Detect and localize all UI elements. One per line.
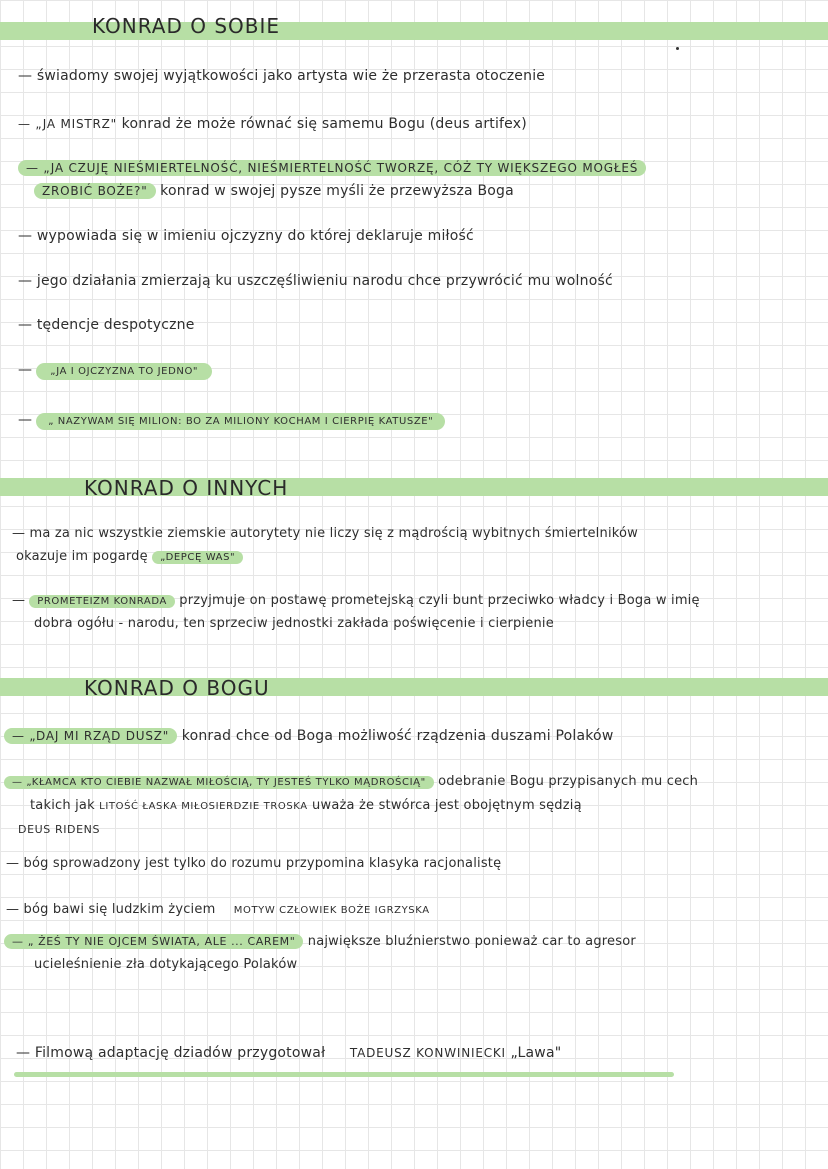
note-line <box>18 116 527 132</box>
note-text: — bóg bawi się ludzkim życiem <box>6 902 220 917</box>
note-text: konrad chce od Boga możliwość rządzenia duszami Polaków <box>177 728 614 744</box>
note-line: — wypowiada się w imieniu ojczyzny do której deklaruje miłość <box>18 228 474 244</box>
note-text: konrad że może równać się samemu Bogu (deus artifex) <box>116 116 527 132</box>
note-line <box>18 160 646 176</box>
keyword-highlight: PROMETEIZM KONRADA <box>29 595 175 608</box>
section-title-innych: KONRAD O INNYCH <box>84 476 289 500</box>
dash: — <box>12 593 26 608</box>
note-line: — ma za nic wszystkie ziemskie autorytety nie liczy się z mądrością wybitnych śmiertelników <box>12 526 639 541</box>
note-line <box>4 728 613 744</box>
note-text: odebranie Bogu przypisanych mu cech <box>433 774 699 789</box>
quote-highlight: — „DAJ MI RZĄD DUSZ" <box>4 728 177 744</box>
caps-text: TADEUSZ KONWINIECKI <box>349 1046 506 1060</box>
note-line <box>18 412 445 428</box>
note-line: DEUS RIDENS <box>18 823 101 836</box>
note-line: — jego działania zmierzają ku uszczęśliwieniu narodu chce przywrócić mu wolność <box>18 273 613 289</box>
note-line <box>4 774 698 789</box>
note-text: konrad w swojej pysze myśli że przewyższa Boga <box>155 183 514 199</box>
note-text: uważa że stwórca jest obojętnym sędzią <box>307 798 582 813</box>
note-text: okazuje im pogardę <box>16 549 153 564</box>
note-line <box>30 798 582 813</box>
caps-text: MOTYW CZŁOWIEK BOŻE IGRZYSKA <box>233 905 430 916</box>
footer-line <box>16 1045 561 1061</box>
note-text: przyjmuje on postawę prometejską czyli bunt przeciwko władcy i Boga w imię <box>174 593 700 608</box>
quote-text: — „JA MISTRZ" <box>18 117 117 131</box>
note-text: „Lawa" <box>505 1045 562 1061</box>
note-line: — tędencje despotyczne <box>18 317 195 333</box>
quote-highlight: ZROBIĆ BOŻE?" <box>34 183 156 199</box>
quote-highlight: — „JA CZUJĘ NIEŚMIERTELNOŚĆ, NIEŚMIERTELNOŚĆ TWORZĘ, CÓŻ TY WIĘKSZEGO MOGŁEŚ <box>18 160 646 176</box>
quote-highlight: „ NAZYWAM SIĘ MILION: BO ZA MILIONY KOCHAM I CIERPIĘ KATUSZE" <box>36 413 445 430</box>
note-text: takich jak <box>30 798 100 813</box>
note-line: — świadomy swojej wyjątkowości jako artysta wie że przerasta otoczenie <box>18 68 546 84</box>
note-line <box>6 902 430 917</box>
section-title-bogu: KONRAD O BOGU <box>84 676 270 700</box>
section-title-sobie: KONRAD O SOBIE <box>92 14 281 38</box>
note-text: największe bluźnierstwo ponieważ car to agresor <box>303 934 636 949</box>
quote-highlight: „JA I OJCZYZNA TO JEDNO" <box>36 363 212 380</box>
footer-underline <box>14 1072 674 1077</box>
note-line <box>16 549 243 564</box>
note-line <box>12 593 700 608</box>
note-line: dobra ogółu - narodu, ten sprzeciw jednostki zakłada poświęcenie i cierpienie <box>34 616 554 631</box>
note-line <box>4 934 636 949</box>
quote-highlight: — „ ŻEŚ TY NIE OJCEM ŚWIATA, ALE ... CAREM" <box>4 934 303 949</box>
note-line <box>18 362 212 378</box>
note-line: — bóg sprowadzony jest tylko do rozumu przypomina klasyka racjonalistę <box>6 856 502 871</box>
note-text: — Filmową adaptację dziadów przygotował <box>16 1045 330 1061</box>
quote-highlight: — „KŁAMCA KTO CIEBIE NAZWAŁ MIŁOŚCIĄ, TY JESTEŚ TYLKO MĄDROŚCIĄ" <box>4 776 434 789</box>
note-line: ucieleśnienie zła dotykającego Polaków <box>34 957 298 972</box>
ink-dot <box>676 47 679 50</box>
note-line <box>34 183 514 199</box>
caps-text: LITOŚĆ ŁASKA MIŁOSIERDZIE TROSKA <box>99 801 308 812</box>
quote-highlight: „DEPCĘ WAS" <box>152 551 243 564</box>
dash: — <box>18 362 33 378</box>
dash: — <box>18 412 33 428</box>
